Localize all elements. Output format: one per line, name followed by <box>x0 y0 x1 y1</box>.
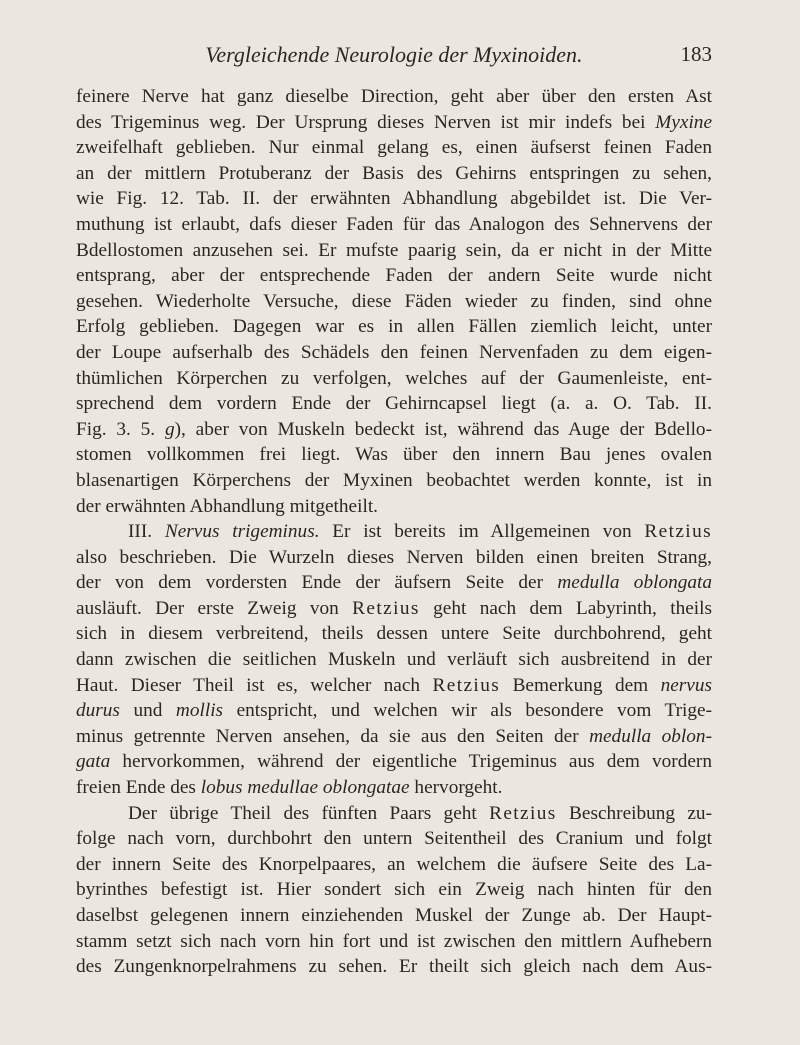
text-segment: also beschrieben. Die Wurzeln dieses Nerven bilden einen breiten Strang, <box>76 546 712 568</box>
text-line <box>76 775 712 801</box>
text-line <box>76 545 712 571</box>
text-segment: entsprang, aber der entsprechende Faden der andern Seite wurde nicht <box>76 265 712 287</box>
text-line <box>76 161 712 187</box>
text-segment: folge nach vorn, durchbohrt den untern Seitentheil des Cranium und folgt <box>76 828 712 850</box>
text-line <box>76 135 712 161</box>
italic-text: medulla oblongata <box>557 572 713 594</box>
text-segment: der von dem vordersten Ende der äufsern Seite der <box>76 572 558 594</box>
text-segment: der innern Seite des Knorpelpaares, an welchem die äufsere Seite des La- <box>76 853 712 875</box>
text-line <box>76 314 712 340</box>
text-segment: sich in diesem verbreitend, theils dessen untere Seite durchbohrend, geht <box>76 623 712 645</box>
text-line <box>76 954 712 980</box>
text-segment: feinere Nerve hat ganz dieselbe Direction, geht aber über den ersten Ast <box>76 86 712 107</box>
text-segment: Haut. Dieser Theil ist es, welcher nach <box>76 674 433 696</box>
text-line <box>76 673 712 699</box>
text-segment: entspricht, und welchen wir als besondere vom Trige- <box>223 700 712 722</box>
text-line <box>76 724 712 750</box>
text-segment: gesehen. Wiederholte Versuche, diese Fäden wieder zu finden, sind ohne <box>76 290 712 312</box>
italic-text: Nervus trigeminus. <box>164 521 320 543</box>
text-segment: Der übrige Theil des fünften Paars geht <box>128 802 490 824</box>
page-number: 183 <box>680 42 712 66</box>
text-segment: sprechend dem vordern Ende der Gehirncapsel liegt (a. a. O. Tab. II. <box>76 393 712 415</box>
italic-text: lobus medullae oblongatae <box>200 777 410 799</box>
italic-text: gata <box>76 751 111 773</box>
text-line <box>76 366 712 392</box>
page-header <box>76 40 712 70</box>
italic-text: durus <box>76 700 120 722</box>
text-segment: Er ist bereits im Allgemeinen von <box>319 521 645 543</box>
text-segment: Fig. 3. 5. <box>76 418 165 440</box>
text-segment: ), aber von Muskeln bedeckt ist, während das Auge der Bdello- <box>174 418 712 440</box>
text-segment: der erwähnten Abhandlung mitgetheilt. <box>76 495 378 517</box>
text-segment: daselbst gelegenen innern einziehenden Muskel der Zunge ab. Der Haupt- <box>76 905 712 926</box>
text-segment: stomen vollkommen frei liegt. Was über den innern Bau jenes ovalen <box>76 444 712 466</box>
text-segment: Beschreibung zu- <box>556 802 712 824</box>
text-line <box>76 826 712 852</box>
text-line <box>76 519 712 545</box>
text-line <box>76 596 712 622</box>
text-line <box>76 212 712 238</box>
text-line <box>76 801 712 827</box>
text-line <box>76 391 712 417</box>
text-segment: ausläuft. Der erste Zweig von <box>76 597 353 619</box>
text-segment: Erfolg geblieben. Dagegen war es in allen Fällen ziemlich leicht, unter <box>76 316 712 338</box>
text-line <box>76 263 712 289</box>
spaced-name: Retzius <box>644 521 713 543</box>
text-segment: thümlichen Körperchen zu verfolgen, welches auf der Gaumenleiste, ent- <box>76 367 712 389</box>
text-line <box>76 186 712 212</box>
text-segment: hervorkommen, während der eigentliche Trigeminus aus dem vordern <box>110 751 712 773</box>
text-line <box>76 621 712 647</box>
text-segment: an der mittlern Protuberanz der Basis des Gehirns entspringen zu sehen, <box>76 162 712 184</box>
text-line <box>76 877 712 903</box>
text-segment: Bemerkung dem <box>500 674 661 696</box>
text-line <box>76 749 712 775</box>
text-segment: byrinthes befestigt ist. Hier sondert sich ein Zweig nach hinten für den <box>76 879 712 901</box>
text-segment: dann zwischen die seitlichen Muskeln und verläuft sich ausbreitend in der <box>76 649 712 671</box>
text-line <box>76 570 712 596</box>
text-line <box>76 903 712 929</box>
spaced-name: Retzius <box>352 597 420 619</box>
text-segment: freien Ende des <box>76 777 201 799</box>
text-segment: hervorgeht. <box>409 777 503 799</box>
italic-text: mollis <box>175 700 224 722</box>
text-line <box>76 698 712 724</box>
text-line <box>76 468 712 494</box>
italic-text: nervus <box>660 674 712 696</box>
text-line <box>76 289 712 315</box>
text-segment: muthung ist erlaubt, dafs dieser Faden für das Analogon des Sehnervens der <box>76 213 712 235</box>
text-segment: der Loupe aufserhalb des Schädels den feinen Nervenfaden zu dem eigen- <box>76 341 712 363</box>
text-segment: des Zungenknorpelrahmens zu sehen. Er theilt sich gleich nach dem Aus- <box>76 956 712 978</box>
text-segment: blasenartigen Körperchens der Myxinen beobachtet werden konnte, ist in <box>76 469 712 491</box>
text-line <box>76 238 712 264</box>
text-line <box>76 442 712 468</box>
italic-text: Myxine <box>655 111 712 133</box>
text-segment: zweifelhaft geblieben. Nur einmal gelang es, einen äufserst feinen Faden <box>76 137 712 159</box>
running-title: Vergleichende Neurologie der Myxinoiden. <box>205 42 583 67</box>
text-segment: wie Fig. 12. Tab. II. der erwähnten Abhandlung abgebildet ist. Die Ver- <box>76 188 712 210</box>
spaced-name: Retzius <box>432 674 501 696</box>
text-segment: III. <box>128 521 165 543</box>
text-line <box>76 340 712 366</box>
text-segment: stamm setzt sich nach vorn hin fort und ist zwischen den mittlern Aufhebern <box>76 930 712 952</box>
text-line <box>76 929 712 955</box>
italic-text: medulla oblon- <box>589 725 712 747</box>
text-line <box>76 84 712 110</box>
spaced-name: Retzius <box>489 802 557 824</box>
text-segment: des Trigeminus weg. Der Ursprung dieses Nerven ist mir indefs bei <box>76 111 656 133</box>
text-line <box>76 110 712 136</box>
text-line <box>76 417 712 443</box>
text-line <box>76 494 712 520</box>
text-segment: Bdellostomen anzusehen sei. Er mufste paarig sein, da er nicht in der Mitte <box>76 239 712 261</box>
text-segment: und <box>119 700 176 722</box>
text-line <box>76 852 712 878</box>
text-segment: minus getrennte Nerven ansehen, da sie aus den Seiten der <box>76 725 590 747</box>
text-line <box>76 647 712 673</box>
italic-text: g <box>164 418 175 440</box>
text-segment: geht nach dem Labyrinth, theils <box>419 597 712 619</box>
body-text <box>76 84 712 980</box>
